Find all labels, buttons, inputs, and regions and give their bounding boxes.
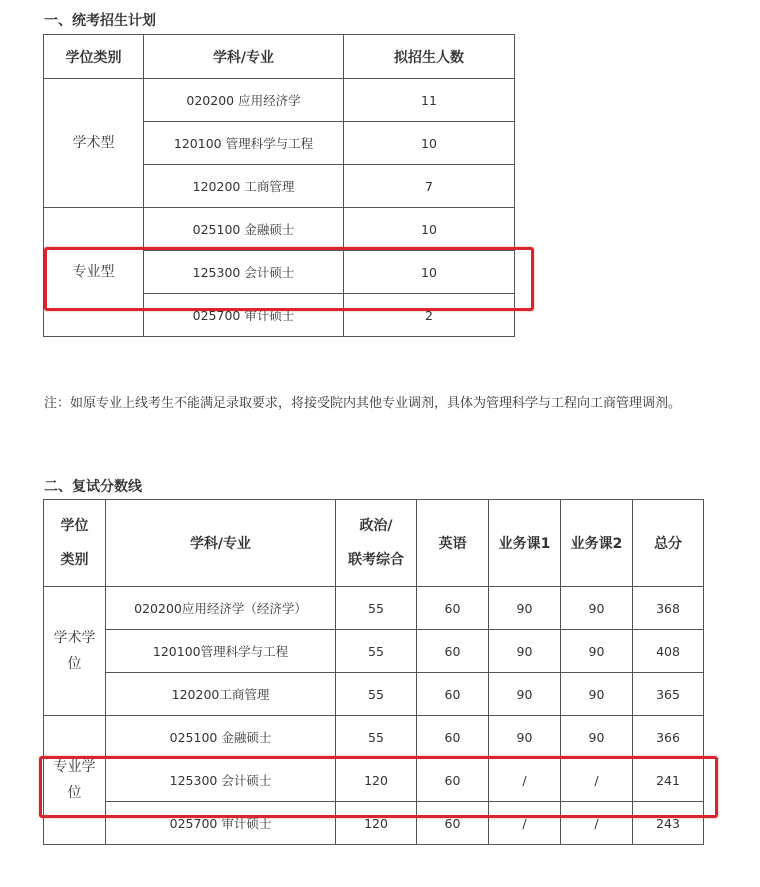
total-cell: 408 bbox=[633, 630, 704, 673]
header-major: 学科/专业 bbox=[144, 35, 344, 79]
major-cell: 020200应用经济学（经济学） bbox=[106, 587, 336, 630]
count-cell: 10 bbox=[344, 251, 515, 294]
table-row bbox=[44, 673, 704, 716]
table-row bbox=[44, 630, 704, 673]
course2-cell: 90 bbox=[561, 716, 633, 759]
category-cell: 学术型 bbox=[44, 79, 144, 208]
count-cell: 7 bbox=[344, 165, 515, 208]
header-total: 总分 bbox=[633, 500, 704, 587]
total-cell: 368 bbox=[633, 587, 704, 630]
english-cell: 60 bbox=[417, 802, 489, 845]
major-cell: 125300 会计硕士 bbox=[144, 251, 344, 294]
header-category: 学位类别 bbox=[44, 35, 144, 79]
course1-cell: 90 bbox=[489, 587, 561, 630]
course2-cell: / bbox=[561, 802, 633, 845]
english-cell: 60 bbox=[417, 587, 489, 630]
category-cell: 专业型 bbox=[44, 208, 144, 337]
course1-cell: / bbox=[489, 802, 561, 845]
category-line1: 学术学 bbox=[53, 630, 96, 646]
highlight-box-accounting-score bbox=[39, 756, 718, 818]
total-cell: 365 bbox=[633, 673, 704, 716]
course1-cell: / bbox=[489, 759, 561, 802]
table-row bbox=[44, 587, 704, 630]
course2-cell: / bbox=[561, 759, 633, 802]
header-category-line2: 类别 bbox=[60, 552, 89, 568]
english-cell: 60 bbox=[417, 759, 489, 802]
header-politics-line1: 政治/ bbox=[359, 518, 393, 534]
header-politics bbox=[336, 500, 417, 587]
english-cell: 60 bbox=[417, 630, 489, 673]
category-line1: 专业学 bbox=[53, 759, 96, 775]
course1-cell: 90 bbox=[489, 673, 561, 716]
header-politics-line2: 联考综合 bbox=[348, 552, 404, 568]
header-course1: 业务课1 bbox=[489, 500, 561, 587]
course1-cell: 90 bbox=[489, 716, 561, 759]
course2-cell: 90 bbox=[561, 630, 633, 673]
total-cell: 241 bbox=[633, 759, 704, 802]
politics-cell: 55 bbox=[336, 673, 417, 716]
major-cell: 025700 审计硕士 bbox=[144, 294, 344, 337]
major-cell: 025100 金融硕士 bbox=[106, 716, 336, 759]
politics-cell: 120 bbox=[336, 802, 417, 845]
section1-heading: 一、统考招生计划 bbox=[44, 13, 156, 29]
category-cell bbox=[44, 587, 106, 716]
header-category-line1: 学位 bbox=[60, 518, 89, 534]
header-count: 拟招生人数 bbox=[344, 35, 515, 79]
politics-cell: 120 bbox=[336, 759, 417, 802]
header-course2: 业务课2 bbox=[561, 500, 633, 587]
major-cell: 120200 工商管理 bbox=[144, 165, 344, 208]
politics-cell: 55 bbox=[336, 716, 417, 759]
politics-cell: 55 bbox=[336, 630, 417, 673]
note-text: 注：如原专业上线考生不能满足录取要求，将接受院内其他专业调剂，具体为管理科学与工程向工商管理调剂。 bbox=[44, 396, 682, 411]
header-major: 学科/专业 bbox=[106, 500, 336, 587]
english-cell: 60 bbox=[417, 673, 489, 716]
category-line2: 位 bbox=[67, 785, 82, 801]
major-cell: 025100 金融硕士 bbox=[144, 208, 344, 251]
major-cell: 125300 会计硕士 bbox=[106, 759, 336, 802]
table-row bbox=[44, 79, 515, 122]
course1-cell: 90 bbox=[489, 630, 561, 673]
table-row bbox=[44, 716, 704, 759]
highlight-box-accounting-plan bbox=[44, 247, 534, 311]
total-cell: 243 bbox=[633, 802, 704, 845]
category-line2: 位 bbox=[67, 656, 82, 672]
count-cell: 11 bbox=[344, 79, 515, 122]
major-cell: 120100 管理科学与工程 bbox=[144, 122, 344, 165]
major-cell: 025700 审计硕士 bbox=[106, 802, 336, 845]
total-cell: 366 bbox=[633, 716, 704, 759]
major-cell: 020200 应用经济学 bbox=[144, 79, 344, 122]
count-cell: 10 bbox=[344, 122, 515, 165]
english-cell: 60 bbox=[417, 716, 489, 759]
course2-cell: 90 bbox=[561, 673, 633, 716]
major-cell: 120100管理科学与工程 bbox=[106, 630, 336, 673]
table-row bbox=[44, 208, 515, 251]
major-cell: 120200工商管理 bbox=[106, 673, 336, 716]
table-header-row bbox=[44, 500, 704, 587]
politics-cell: 55 bbox=[336, 587, 417, 630]
count-cell: 10 bbox=[344, 208, 515, 251]
header-category bbox=[44, 500, 106, 587]
count-cell: 2 bbox=[344, 294, 515, 337]
section2-heading: 二、复试分数线 bbox=[44, 479, 142, 495]
course2-cell: 90 bbox=[561, 587, 633, 630]
header-english: 英语 bbox=[417, 500, 489, 587]
table-header-row bbox=[44, 35, 515, 79]
